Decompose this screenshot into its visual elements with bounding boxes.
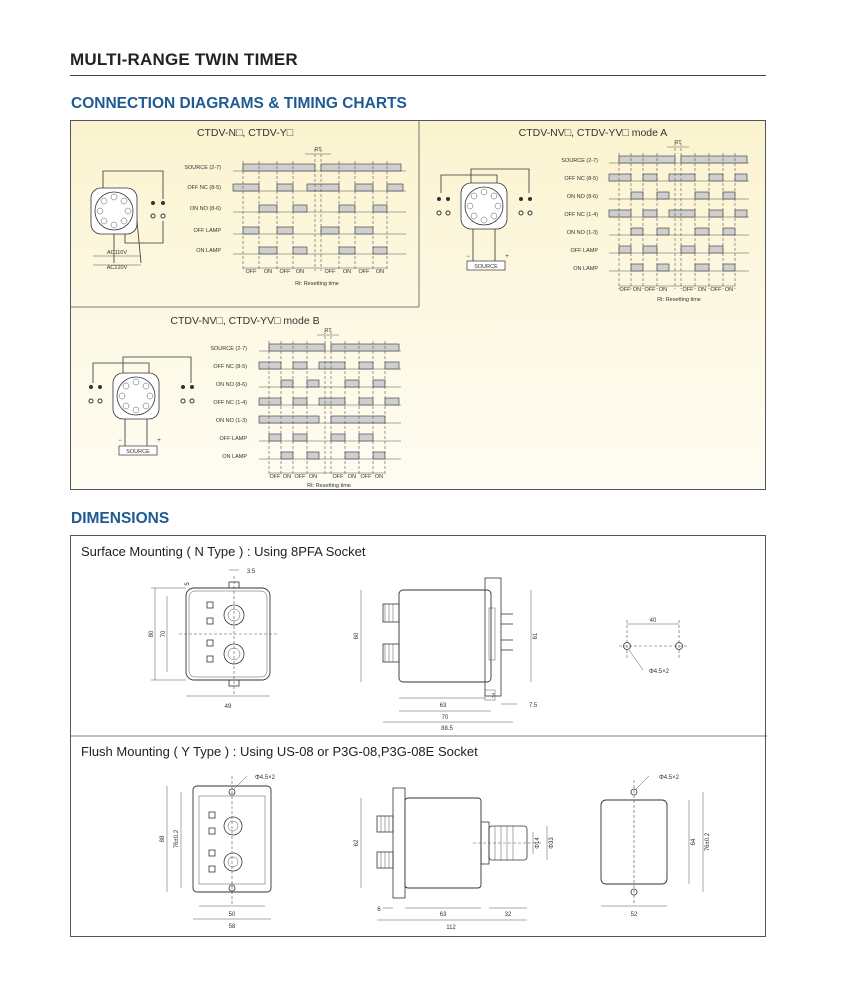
svg-text:OFF: OFF (682, 287, 694, 293)
svg-text:ON: ON (282, 474, 292, 480)
svg-text:70: 70 (161, 630, 167, 638)
svg-text:OFF LAMP: OFF LAMP (570, 248, 598, 254)
svg-text:63: 63 (439, 703, 447, 709)
svg-text:OFF NC (8-5): OFF NC (8-5) (213, 364, 247, 370)
svg-text:32: 32 (504, 912, 512, 918)
svg-text:62: 62 (354, 839, 360, 847)
svg-text:ON NO (8-6): ON NO (8-6) (566, 194, 598, 200)
svg-text:OFF: OFF (279, 269, 291, 275)
svg-text:OFF: OFF (619, 287, 631, 293)
svg-text:ON: ON (342, 269, 352, 275)
diagram1-timing (233, 147, 406, 287)
svg-text:ON: ON (658, 287, 668, 293)
svg-text:AC220V: AC220V (106, 265, 128, 271)
svg-text:OFF: OFF (269, 474, 281, 480)
svg-text:ON: ON (724, 287, 734, 293)
svg-text:ON: ON (697, 287, 707, 293)
page-title: MULTI-RANGE TWIN TIMER (70, 50, 298, 69)
d1-note: Rt: Resetting time (295, 281, 339, 287)
svg-text:70: 70 (441, 715, 449, 721)
svg-text:49: 49 (224, 704, 232, 710)
svg-text:88: 88 (160, 835, 166, 843)
svg-text:OFF: OFF (294, 474, 306, 480)
svg-text:SOURCE: SOURCE (126, 449, 150, 455)
svg-text:50: 50 (228, 912, 236, 918)
diagram2-timing (609, 140, 749, 303)
svg-text:RT: RT (324, 328, 332, 334)
surface-side-view (354, 578, 539, 732)
surface-front-view (149, 569, 277, 710)
flush-panel-cutout (601, 775, 711, 918)
svg-text:63: 63 (439, 912, 447, 918)
diagram1-title: CTDV-N□, CTDV-Y□ (196, 127, 294, 139)
svg-text:ON LAMP: ON LAMP (222, 454, 247, 460)
svg-text:OFF: OFF (332, 474, 344, 480)
flush-front-view (160, 775, 276, 930)
svg-text:ON: ON (375, 269, 385, 275)
svg-text:ON: ON (632, 287, 642, 293)
svg-text:76±0.2: 76±0.2 (174, 829, 180, 849)
svg-text:OFF: OFF (710, 287, 722, 293)
svg-text:SOURCE (2-7): SOURCE (2-7) (210, 346, 247, 352)
d1-signal-0: SOURCE (2-7) (184, 165, 221, 171)
svg-text:OFF NC (8-5): OFF NC (8-5) (564, 176, 598, 182)
d1-signal-2: ON NO (8-6) (189, 206, 221, 212)
connection-diagrams-panel (70, 120, 766, 490)
svg-text:Φ4.5×2: Φ4.5×2 (659, 775, 679, 781)
dimensions-panel (70, 535, 766, 937)
svg-text:OFF: OFF (245, 269, 257, 275)
svg-text:OFF NC (1-4): OFF NC (1-4) (213, 400, 247, 406)
svg-text:5: 5 (185, 582, 191, 586)
svg-text:64: 64 (691, 838, 697, 846)
svg-text:OFF: OFF (644, 287, 656, 293)
title-divider (70, 75, 766, 76)
svg-text:ON LAMP: ON LAMP (573, 266, 598, 272)
svg-text:+: + (157, 438, 161, 444)
svg-text:AC110V: AC110V (106, 250, 128, 256)
svg-text:OFF NC (1-4): OFF NC (1-4) (564, 212, 598, 218)
svg-text:Φ4.5×2: Φ4.5×2 (649, 669, 669, 675)
section-title-dimensions: DIMENSIONS (71, 510, 170, 527)
svg-text:−: − (118, 438, 122, 444)
svg-text:80: 80 (149, 630, 155, 638)
svg-text:76±0.2: 76±0.2 (705, 832, 711, 852)
svg-text:−: − (466, 254, 470, 260)
svg-text:SOURCE (2-7): SOURCE (2-7) (561, 158, 598, 164)
svg-text:7.5: 7.5 (528, 703, 538, 709)
svg-text:SOURCE: SOURCE (474, 264, 498, 270)
svg-text:RT: RT (314, 147, 322, 153)
svg-text:60: 60 (354, 632, 360, 640)
svg-text:ON: ON (295, 269, 305, 275)
diagram3-title: CTDV-NV□, CTDV-YV□ mode B (170, 315, 320, 327)
svg-text:RT: RT (674, 140, 682, 146)
svg-text:ON NO (1-3): ON NO (1-3) (215, 418, 247, 424)
section-title-connection: CONNECTION DIAGRAMS & TIMING CHARTS (71, 95, 407, 112)
d1-signal-4: ON LAMP (196, 248, 221, 254)
svg-text:ON: ON (308, 474, 318, 480)
surface-mounting-caption: Surface Mounting ( N Type ) : Using 8PFA Socket (81, 544, 366, 559)
svg-text:OFF: OFF (324, 269, 336, 275)
connection-diagrams-drawing (71, 121, 767, 491)
svg-text:OFF LAMP: OFF LAMP (219, 436, 247, 442)
diagram2-title: CTDV-NV□, CTDV-YV□ mode A (518, 127, 668, 139)
svg-text:ON NO (8-6): ON NO (8-6) (215, 382, 247, 388)
d1-signal-3: OFF LAMP (193, 228, 221, 234)
svg-text:OFF: OFF (360, 474, 372, 480)
d1-signal-1: OFF NC (8-5) (187, 185, 221, 191)
d2-note: Rt: Resetting time (657, 297, 701, 303)
diagram3-timing (259, 328, 401, 489)
svg-text:OFF: OFF (358, 269, 370, 275)
svg-text:Φ14: Φ14 (535, 837, 541, 849)
svg-text:+: + (505, 254, 509, 260)
svg-text:58: 58 (228, 924, 236, 930)
d3-note: Rt: Resetting time (307, 483, 351, 489)
svg-text:61: 61 (533, 632, 539, 640)
svg-text:6: 6 (377, 907, 381, 913)
svg-text:112: 112 (446, 925, 456, 931)
svg-text:ON: ON (347, 474, 357, 480)
surface-hole-pattern (619, 618, 689, 675)
svg-text:Φ4.5×2: Φ4.5×2 (255, 775, 275, 781)
svg-text:88.5: 88.5 (441, 726, 453, 732)
dimensions-drawing (71, 536, 767, 938)
svg-text:40: 40 (649, 618, 657, 624)
svg-text:Φ33: Φ33 (549, 837, 555, 849)
svg-text:ON NO (1-3): ON NO (1-3) (566, 230, 598, 236)
svg-text:52: 52 (630, 912, 638, 918)
diagram1-socket (91, 171, 165, 271)
flush-mounting-caption: Flush Mounting ( Y Type ) : Using US-08 or P3G-08,P3G-08E Socket (81, 744, 478, 759)
svg-text:ON: ON (374, 474, 384, 480)
svg-text:7: 7 (491, 694, 495, 700)
flush-side-view (354, 788, 555, 931)
diagram3-socket (89, 357, 194, 455)
svg-text:3.5: 3.5 (246, 569, 256, 575)
diagram2-socket (437, 169, 532, 270)
svg-text:ON: ON (263, 269, 273, 275)
